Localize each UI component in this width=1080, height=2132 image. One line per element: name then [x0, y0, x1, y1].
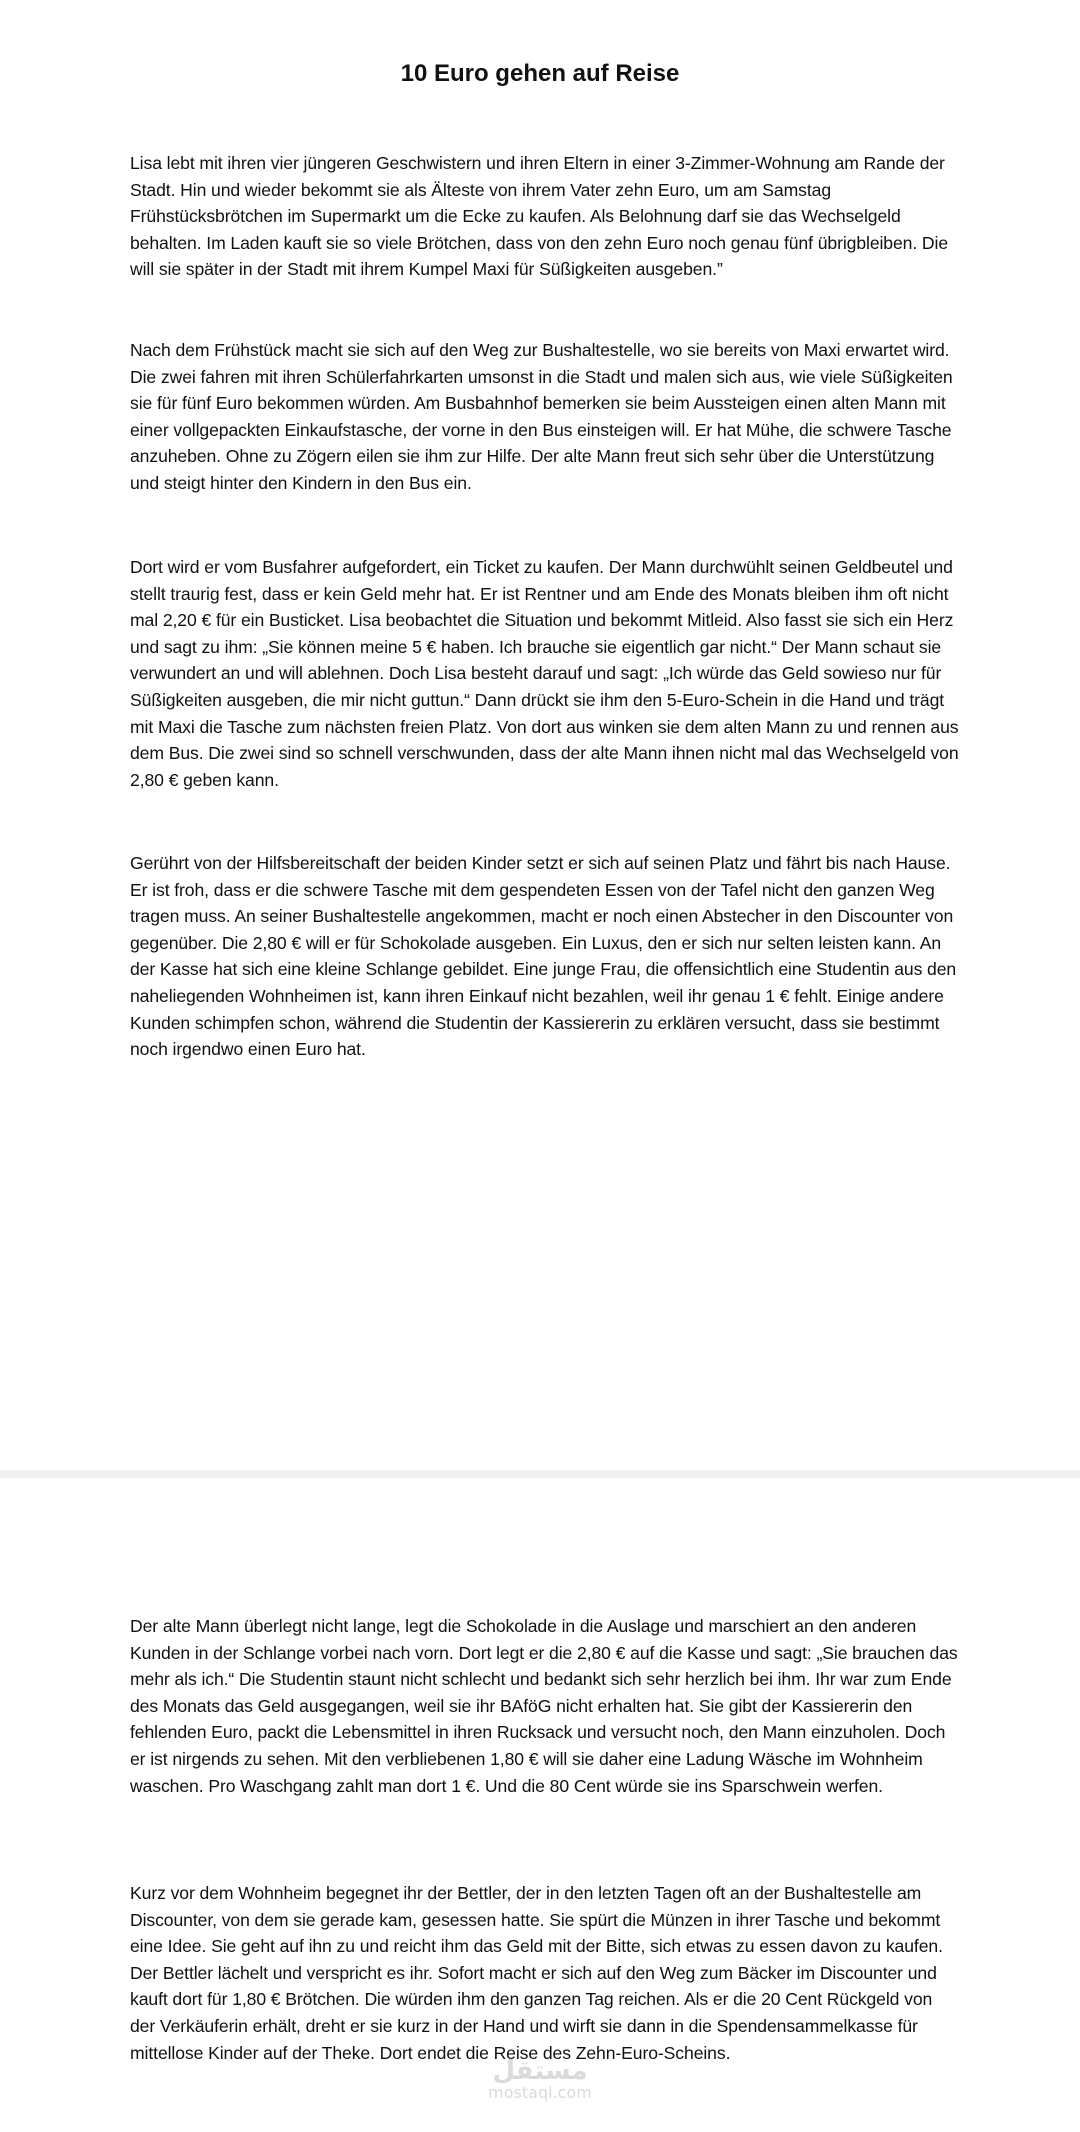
- paragraph-4: Gerührt von der Hilfsbereitschaft der beiden Kinder setzt er sich auf seinen Platz und fährt bis nach Hause. Er ist froh, dass er die schwere Tasche mit dem gespendeten Essen von der Tafel nicht den ganzen Weg tragen muss. An seiner Bushaltestelle angekommen, macht er noch einen Abstecher in den Discounter von gegenüber. Die 2,80 € will er für Schokolade ausgeben. Ein Luxus, den er sich nur selten leisten kann. An der Kasse hat sich eine kleine Schlange gebildet. Eine junge Frau, die offensichtlich eine Studentin aus den naheliegenden Wohnheimen ist, kann ihren Einkauf nicht bezahlen, weil ihr genau 1 € fehlt. Einige andere Kunden schimpfen schon, während die Studentin der Kassiererin zu erklären versucht, dass sie bestimmt noch irgendwo einen Euro hat.: [130, 853, 957, 1060]
- document-page-2: [0, 1478, 1080, 2132]
- document-title: 10 Euro gehen auf Reise: [400, 60, 680, 87]
- paragraph-2: Nach dem Frühstück macht sie sich auf den Weg zur Bushaltestelle, wo sie bereits von Maxi erwartet wird. Die zwei fahren mit ihren Schülerfahrkarten umsonst in die Stadt und malen sich aus, wie viele Süßigkeiten sie für fünf Euro bekommen würden. Am Busbahnhof bemerken sie beim Aussteigen einen alten Mann mit einer vollgepackten Einkaufstasche, der vorne in den Bus einsteigen will. Er hat Mühe, die schwere Tasche anzuheben. Ohne zu Zögern eilen sie ihm zur Hilfe. Der alte Mann freut sich sehr über die Unterstützung und steigt hinter den Kindern in den Bus ein.: [130, 340, 953, 493]
- paragraph-5: Der alte Mann überlegt nicht lange, legt die Schokolade in die Auslage und marschiert an den anderen Kunden in der Schlange vorbei nach vorn. Dort legt er die 2,80 € auf die Kasse und sagt: „Sie brauchen das mehr als ich.“ Die Studentin staunt nicht schlecht und bedankt sich sehr herzlich bei ihm. Ihr war zum Ende des Monats das Geld ausgegangen, weil sie ihr BAföG nicht erhalten hat. Sie gibt der Kassiererin den fehlenden Euro, packt die Lebensmittel in ihren Rucksack und versucht noch, den Mann einzuholen. Doch er ist nirgends zu sehen. Mit den verbliebenen 1,80 € will sie daher eine Ladung Wäsche im Wohnheim waschen. Pro Waschgang zahlt man dort 1 €. Und die 80 Cent würde sie ins Sparschwein werfen.: [130, 1616, 958, 1796]
- paragraph-1: Lisa lebt mit ihren vier jüngeren Geschwistern und ihren Eltern in einer 3-Zimmer-Wohnung am Rande der Stadt. Hin und wieder bekommt sie als Älteste von ihrem Vater zehn Euro, um am Samstag Frühstücksbrötchen im Supermarkt um die Ecke zu kaufen. Als Belohnung darf sie das Wechselgeld behalten. Im Laden kauft sie so viele Brötchen, dass von den zehn Euro noch genau fünf übrigbleiben. Die will sie später in der Stadt mit ihrem Kumpel Maxi für Süßigkeiten ausgeben.”: [130, 153, 949, 280]
- watermark-site: mostaql.com: [488, 2083, 592, 2102]
- page-separator: [0, 1470, 1080, 1478]
- paragraph-6: Kurz vor dem Wohnheim begegnet ihr der Bettler, der in den letzten Tagen oft an der Bushaltestelle am Discounter, von dem sie gerade kam, gesessen hatte. Sie spürt die Münzen in ihrer Tasche und bekommt eine Idee. Sie geht auf ihn zu und reicht ihm das Geld mit der Bitte, sich etwas zu essen davon zu kaufen. Der Bettler lächelt und verspricht es ihr. Sofort macht er sich auf den Weg zum Bäcker im Discounter und kauft dort für 1,80 € Brötchen. Die würden ihm den ganzen Tag reichen. Als er die 20 Cent Rückgeld von der Verkäuferin erhält, dreht er sie kurz in der Hand und wirft sie dann in die Spendensammelkasse für mittellose Kinder auf der Theke. Dort endet die Reise des Zehn-Euro-Scheins.: [130, 1883, 943, 2063]
- paragraph-3: Dort wird er vom Busfahrer aufgefordert, ein Ticket zu kaufen. Der Mann durchwühlt seinen Geldbeutel und stellt traurig fest, dass er kein Geld mehr hat. Er ist Rentner und am Ende des Monats bleiben ihm oft nicht mal 2,20 € für ein Busticket. Lisa beobachtet die Situation und bekommt Mitleid. Also fasst sie sich ein Herz und sagt zu ihm: „Sie können meine 5 € haben. Ich brauche sie eigentlich gar nicht.“ Der Mann schaut sie verwundert an und will ablehnen. Doch Lisa besteht darauf und sagt: „Ich würde das Geld sowieso nur für Süßigkeiten ausgeben, die mir nicht guttun.“ Dann drückt sie ihm den 5-Euro-Schein in die Hand und trägt mit Maxi die Tasche zum nächsten freien Platz. Von dort aus winken sie dem alten Mann zu und rennen aus dem Bus. Die zwei sind so schnell verschwunden, dass der alte Mann ihnen nicht mal das Wechselgeld von 2,80 € geben kann.: [130, 557, 959, 790]
- watermark-logo: مستقل: [492, 2056, 588, 2086]
